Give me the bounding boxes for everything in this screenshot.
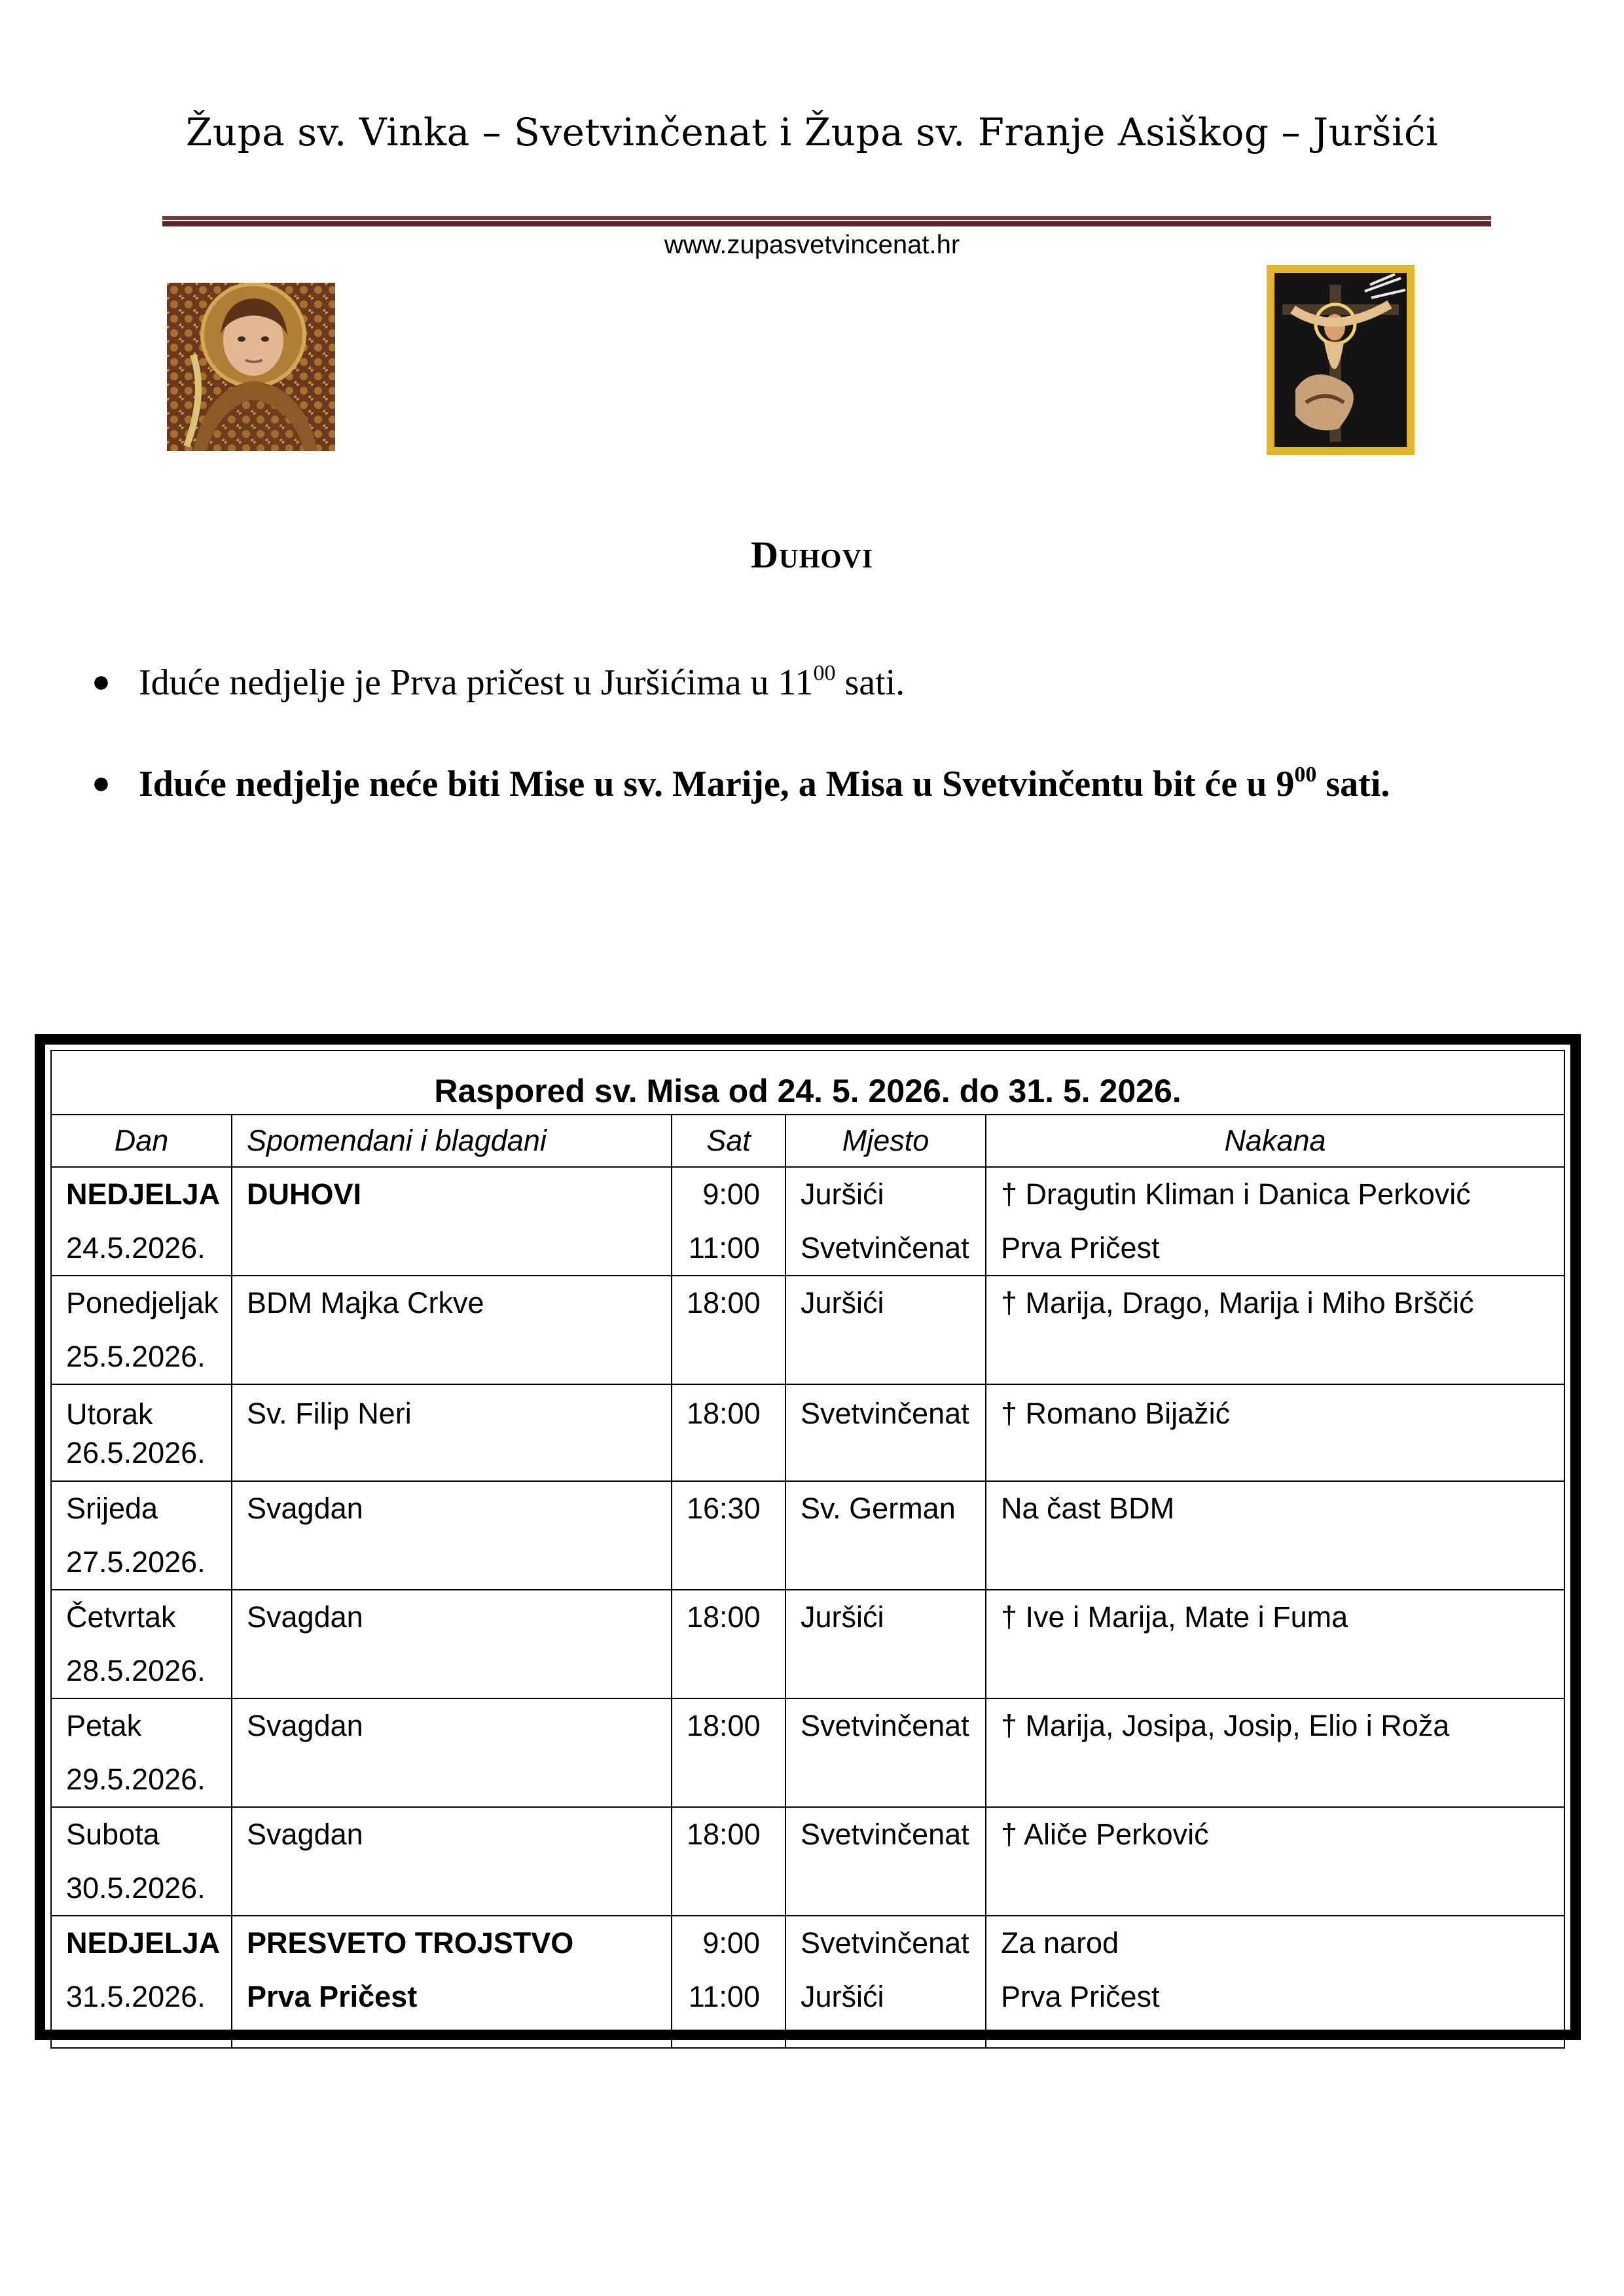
table-row: [51, 1807, 1564, 1916]
day-cell: NEDJELJA 24.5.2026.: [51, 1167, 232, 1276]
website-link[interactable]: www.zupasvetvincenat.hr: [664, 230, 960, 259]
announcement-item: ● Iduće nedjelje neće biti Mise u sv. Marije, a Misa u Svetvinčentu bit će u $9^{00}$ sati.: [92, 762, 1390, 805]
feast-cell: DUHOVI: [232, 1167, 672, 1276]
place-cell: Juršići: [785, 1590, 986, 1698]
intent-cell: † Marija, Josipa, Josip, Elio i Roža: [986, 1698, 1564, 1807]
time-cell: 18:00: [672, 1807, 785, 1916]
saint-vincent-icon: [167, 283, 335, 451]
place-cell: Sv. German: [785, 1481, 986, 1590]
time-cell: 18:00: [672, 1698, 785, 1807]
time-cell: 18:00: [672, 1590, 785, 1698]
time-cell: 9:00 11:00: [672, 1916, 785, 2048]
intent-cell: † Aliče Perković: [986, 1807, 1564, 1916]
feast-cell: Svagdan: [232, 1807, 672, 1916]
column-header-time: Sat: [672, 1115, 785, 1167]
time-cell: 16:30: [672, 1481, 785, 1590]
time-cell: 18:00: [672, 1276, 785, 1384]
column-header-feast: Spomendani i blagdani: [232, 1115, 672, 1167]
feast-cell: Sv. Filip Neri: [232, 1384, 672, 1481]
feast-cell: Svagdan: [232, 1481, 672, 1590]
intent-cell: Na čast BDM: [986, 1481, 1564, 1590]
feast-cell: Svagdan: [232, 1698, 672, 1807]
column-header-place: Mjesto: [785, 1115, 986, 1167]
column-header-day: Dan: [51, 1115, 232, 1167]
intent-cell: Za narod Prva Pričest: [986, 1916, 1564, 2048]
day-cell: Četvrtak 28.5.2026.: [51, 1590, 232, 1698]
day-cell: Srijeda 27.5.2026.: [51, 1481, 232, 1590]
table-row: [51, 1590, 1564, 1698]
intent-cell: † Romano Bijažić: [986, 1384, 1564, 1481]
table-row: [51, 1916, 1564, 2048]
table-row: [51, 1384, 1564, 1481]
table-row: [51, 1167, 1564, 1276]
header-divider: [162, 216, 1491, 228]
place-cell: Svetvinčenat: [785, 1807, 986, 1916]
place-cell: Svetvinčenat Juršići: [785, 1916, 986, 2048]
time-cell: 18:00: [672, 1384, 785, 1481]
table-row: [51, 1698, 1564, 1807]
day-cell: NEDJELJA 31.5.2026.: [51, 1916, 232, 2048]
time-cell: 9:00 11:00: [672, 1167, 785, 1276]
schedule-title: Raspored sv. Misa od 24. 5. 2026. do 31. 5. 2026.: [51, 1050, 1564, 1115]
mass-schedule: [35, 1034, 1581, 2040]
intent-cell: † Ive i Marija, Mate i Fuma: [986, 1590, 1564, 1698]
bullet-icon: ●: [92, 664, 111, 699]
parish-title: Župa sv. Vinka – Svetvinčenat i Župa sv. Franje Asiškog – Juršići: [185, 110, 1439, 154]
announcement-item: ● Iduće nedjelje je Prva pričest u Juršićima u $11^{00}$ sati.: [92, 661, 905, 703]
day-cell: Subota 30.5.2026.: [51, 1807, 232, 1916]
place-cell: Juršići Svetvinčenat: [785, 1167, 986, 1276]
intent-cell: † Dragutin Kliman i Danica Perković Prva Pričest: [986, 1167, 1564, 1276]
day-cell: Utorak 26.5.2026.: [51, 1384, 232, 1481]
feast-cell: BDM Majka Crkve: [232, 1276, 672, 1384]
table-row: [51, 1276, 1564, 1384]
column-header-intent: Nakana: [986, 1115, 1564, 1167]
mass-schedule-table: [50, 1050, 1565, 2049]
place-cell: Juršići: [785, 1276, 986, 1384]
table-row: [51, 1481, 1564, 1590]
place-cell: Svetvinčenat: [785, 1384, 986, 1481]
day-cell: Ponedjeljak 25.5.2026.: [51, 1276, 232, 1384]
feast-cell: Svagdan: [232, 1590, 672, 1698]
day-cell: Petak 29.5.2026.: [51, 1698, 232, 1807]
intent-cell: † Marija, Drago, Marija i Miho Brščić: [986, 1276, 1564, 1384]
crucifix-icon: [1267, 265, 1415, 455]
feast-cell: PRESVETO TROJSTVO Prva Pričest: [232, 1916, 672, 2048]
bullet-icon: ●: [92, 766, 111, 801]
announcements: [85, 661, 1558, 806]
page-heading: Duhovi: [751, 533, 873, 576]
place-cell: Svetvinčenat: [785, 1698, 986, 1807]
